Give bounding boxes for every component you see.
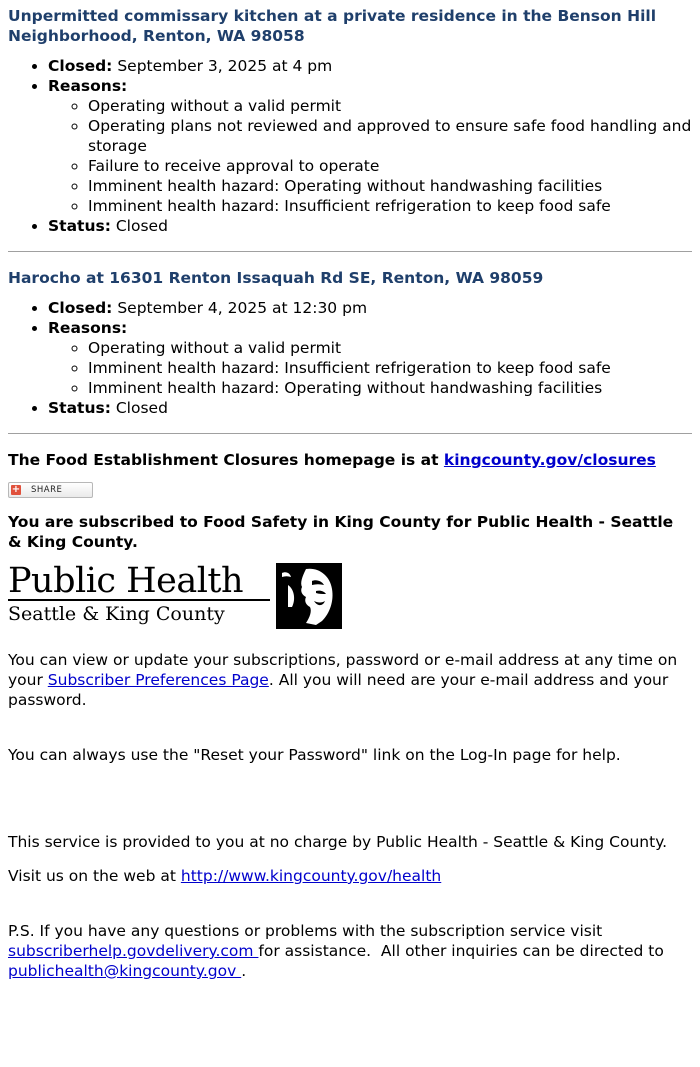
plus-icon: + xyxy=(11,484,21,495)
logo-subtitle: Seattle & King County xyxy=(8,603,225,625)
reason-item: ◦ Operating without a valid permit xyxy=(88,338,692,358)
subscriber-help-link[interactable]: subscriberhelp.govdelivery.com xyxy=(8,942,259,960)
closure-details xyxy=(8,298,692,418)
status-value: Closed xyxy=(115,217,168,235)
share-label: SHARE xyxy=(31,485,63,495)
closure-details xyxy=(8,56,692,236)
public-health-logo xyxy=(8,563,692,633)
ps-text-middle: for assistance. All other inquiries can be directed to xyxy=(258,942,669,960)
visit-text: Visit us on the web at xyxy=(8,867,181,885)
status-item xyxy=(48,216,692,236)
closures-homepage-line xyxy=(8,450,692,470)
reasons-label: Reasons: xyxy=(48,77,128,95)
reason-item: ◦ Imminent health hazard: Operating without handwashing facilities xyxy=(88,176,692,196)
divider xyxy=(8,251,692,252)
reason-item: ◦ Imminent health hazard: Insufficient refrigeration to keep food safe xyxy=(88,196,692,216)
reasons-label: Reasons: xyxy=(48,319,128,337)
reasons-item xyxy=(48,318,692,398)
reason-item: ◦ Operating without a valid permit xyxy=(88,96,692,116)
closed-label: Closed: xyxy=(48,57,113,75)
logo-wordmark xyxy=(8,563,270,628)
closed-item xyxy=(48,56,692,76)
status-value: Closed xyxy=(115,399,168,417)
ps-paragraph xyxy=(8,921,692,981)
closure-title: Unpermitted commissary kitchen at a private residence in the Benson Hill Neighborhood, Renton, WA 98058 xyxy=(8,7,657,45)
visit-paragraph xyxy=(8,866,692,886)
reason-item: ◦ Operating plans not reviewed and approved to ensure safe food handling and storage xyxy=(88,116,692,156)
prefs-text-after: . All you will need are your e-mail address and your password. xyxy=(8,671,669,709)
closed-value: September 3, 2025 at 4 pm xyxy=(117,57,333,75)
status-label: Status: xyxy=(48,399,111,417)
homepage-text: The Food Establishment Closures homepage is at xyxy=(8,451,444,469)
closed-label: Closed: xyxy=(48,299,113,317)
health-website-link[interactable]: http://www.kingcounty.gov/health xyxy=(180,867,442,885)
reason-item: ◦ Failure to receive approval to operate xyxy=(88,156,692,176)
reasons-item xyxy=(48,76,692,216)
ps-text-before: P.S. If you have any questions or problems with the subscription service visit xyxy=(8,922,603,940)
prefs-text-before: You can view or update your subscriptions, password or e-mail address at any time on your xyxy=(8,651,678,689)
divider xyxy=(8,433,692,434)
status-item xyxy=(48,398,692,418)
publichealth-email-link[interactable]: publichealth@kingcounty.gov xyxy=(8,962,242,980)
ps-text-after: . xyxy=(241,962,247,980)
share-button[interactable] xyxy=(8,482,93,498)
preferences-paragraph xyxy=(8,650,692,710)
status-label: Status: xyxy=(48,217,111,235)
reason-item: ◦ Imminent health hazard: Insufficient refrigeration to keep food safe xyxy=(88,358,692,378)
reason-item: ◦ Imminent health hazard: Operating without handwashing facilities xyxy=(88,378,692,398)
reasons-list xyxy=(48,338,692,398)
reasons-list xyxy=(48,96,692,216)
service-paragraph: This service is provided to you at no charge by Public Health - Seattle & King County. xyxy=(8,833,668,851)
logo-title: Public Health xyxy=(8,563,270,601)
closure-title: Harocho at 16301 Renton Issaquah Rd SE, Renton, WA 98059 xyxy=(8,269,544,287)
closed-item xyxy=(48,298,692,318)
closure-notice xyxy=(8,268,692,418)
closed-value: September 4, 2025 at 12:30 pm xyxy=(117,299,368,317)
reset-password-paragraph: You can always use the "Reset your Password" link on the Log-In page for help. xyxy=(8,746,621,764)
closures-homepage-link[interactable]: kingcounty.gov/closures xyxy=(443,451,656,469)
face-emblem-icon xyxy=(276,563,342,629)
subscription-notice: You are subscribed to Food Safety in King County for Public Health - Seattle & King County. xyxy=(8,513,674,551)
closure-notice xyxy=(8,6,692,236)
subscriber-preferences-link[interactable]: Subscriber Preferences Page xyxy=(47,671,269,689)
